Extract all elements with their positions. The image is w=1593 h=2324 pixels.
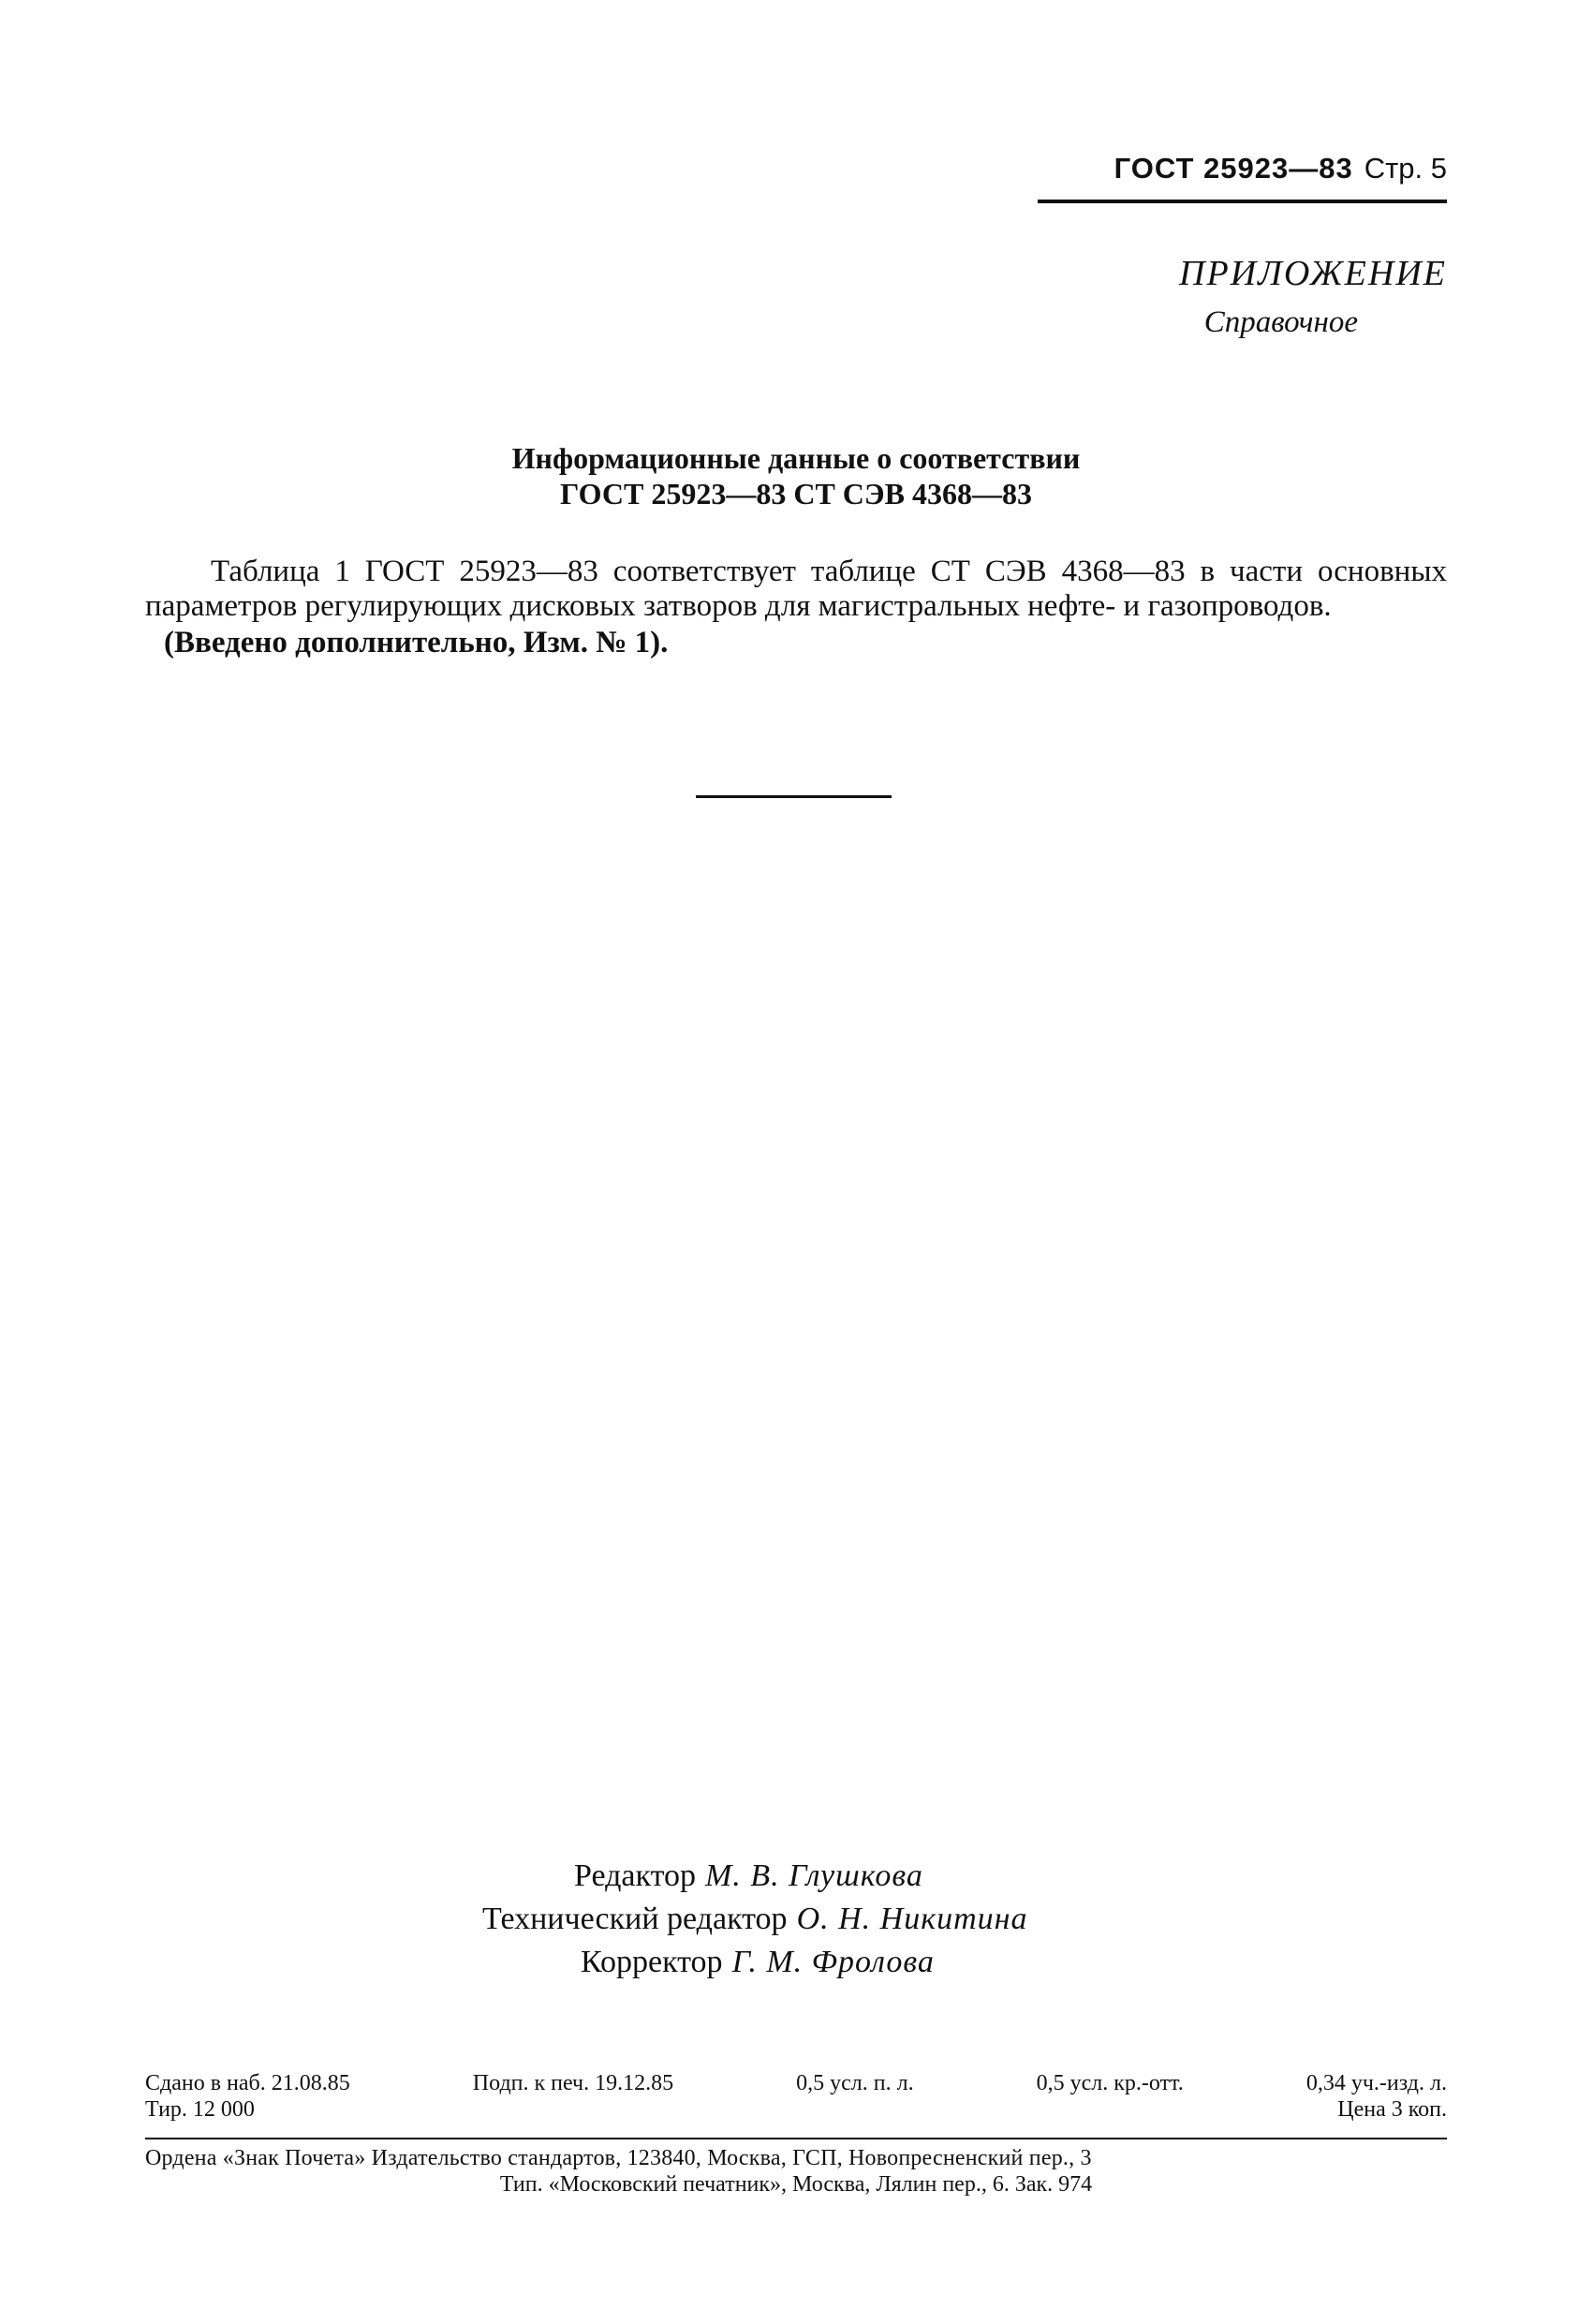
credit-editor bbox=[574, 1855, 1217, 1898]
printer-line-1: Ордена «Знак Почета» Издательство стандартов, 123840, Москва, ГСП, Новопресненский пер., 3 bbox=[145, 2146, 1092, 2170]
amendment-note: (Введено дополнительно, Изм. № 1). bbox=[164, 626, 669, 659]
body-text bbox=[145, 555, 1447, 660]
section-heading bbox=[281, 440, 1311, 511]
page-number: Стр. 5 bbox=[1364, 152, 1447, 185]
appendix-title: ПРИЛОЖЕНИЕ bbox=[1179, 254, 1447, 293]
credit-role: Корректор bbox=[581, 1945, 723, 1979]
imprint bbox=[145, 2070, 1447, 2123]
imprint-rule bbox=[145, 2138, 1447, 2139]
credit-proofreader bbox=[581, 1941, 1217, 1984]
imprint-print-sheets: 0,5 усл. п. л. bbox=[796, 2071, 914, 2095]
imprint-circulation: Тир. 12 000 bbox=[145, 2097, 255, 2122]
heading-line-2: ГОСТ 25923—83 СТ СЭВ 4368—83 bbox=[560, 477, 1032, 511]
heading-line-1: Информационные данные о соответствии bbox=[511, 441, 1081, 475]
printer-info bbox=[145, 2145, 1447, 2198]
imprint-print-date: Подп. к печ. 19.12.85 bbox=[472, 2071, 674, 2095]
credit-role: Технический редактор bbox=[482, 1902, 788, 1936]
credit-name: Г. М. Фролова bbox=[731, 1945, 935, 1979]
imprint-color-sheets: 0,5 усл. кр.-отт. bbox=[1036, 2071, 1184, 2095]
imprint-row-1 bbox=[145, 2070, 1447, 2096]
imprint-typeset-date: Сдано в наб. 21.08.85 bbox=[145, 2071, 350, 2095]
standard-number: ГОСТ 25923—83 bbox=[1114, 152, 1353, 185]
credit-name: М. В. Глушкова bbox=[704, 1858, 923, 1893]
printer-line-2: Тип. «Московский печатник», Москва, Лялин пер., 6. Зак. 974 bbox=[499, 2172, 1093, 2197]
credit-technical-editor bbox=[482, 1898, 1217, 1941]
imprint-publisher-sheets: 0,34 уч.-изд. л. bbox=[1305, 2071, 1447, 2095]
running-header bbox=[983, 150, 1447, 187]
credit-role: Редактор bbox=[574, 1858, 696, 1893]
header-rule bbox=[1038, 200, 1447, 203]
appendix-subtitle: Справочное bbox=[1203, 305, 1358, 339]
credit-name: О. Н. Никитина bbox=[796, 1902, 1028, 1936]
credits bbox=[375, 1855, 1217, 1984]
separator-rule bbox=[696, 795, 892, 798]
body-paragraph: Таблица 1 ГОСТ 25923—83 соответствует таблице СТ СЭВ 4368—83 в части основных параметров регулирующих дисковых затворов для магистральных нефте- и газопроводов. bbox=[145, 555, 1447, 623]
imprint-row-2 bbox=[145, 2096, 1447, 2123]
imprint-price: Цена 3 коп. bbox=[1337, 2097, 1447, 2122]
